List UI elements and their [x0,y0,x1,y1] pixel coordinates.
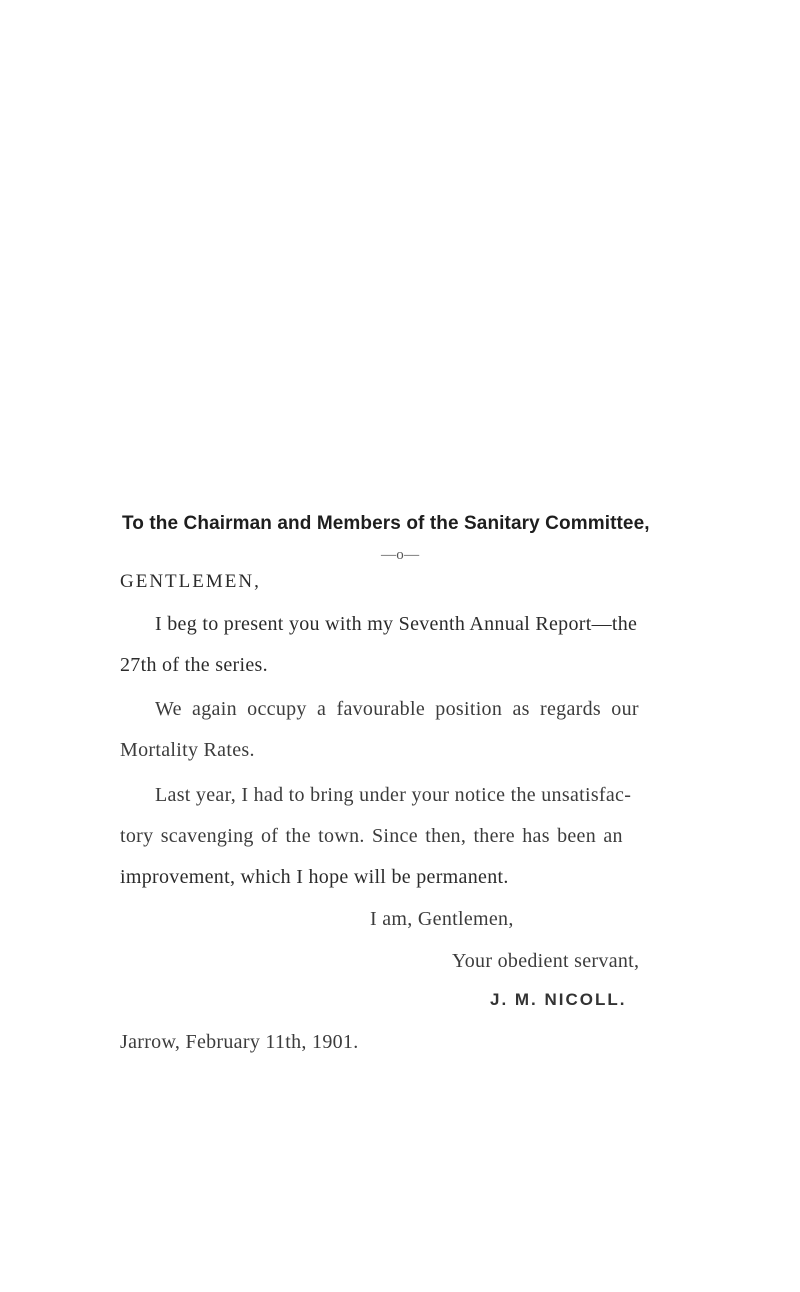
paragraph-3-line-1: Last year, I had to bring under your notice the unsatisfac- [155,784,632,806]
paragraph-3-line-2: tory scavenging of the town. Since then, there has been an [120,825,623,847]
signature: J. M. NICOLL. [490,990,627,1009]
divider-ornament: —o— [381,547,420,563]
paragraph-1-line-2: 27th of the series. [120,654,268,676]
paragraph-2-line-2: Mortality Rates. [120,739,255,761]
paragraph-1-line-1: I beg to present you with my Seventh Annual Report—the [155,613,638,635]
place-and-date: Jarrow, February 11th, 1901. [120,1031,359,1053]
salutation: GENTLEMEN, [120,571,261,592]
paragraph-2-line-1: We again occupy a favourable position as regards our [155,698,639,720]
closing-line-2: Your obedient servant, [452,950,640,972]
paragraph-3-line-3: improvement, which I hope will be permanent. [120,866,509,888]
letter-heading: To the Chairman and Members of the Sanitary Committee, [122,513,650,534]
closing-line-1: I am, Gentlemen, [370,908,514,930]
